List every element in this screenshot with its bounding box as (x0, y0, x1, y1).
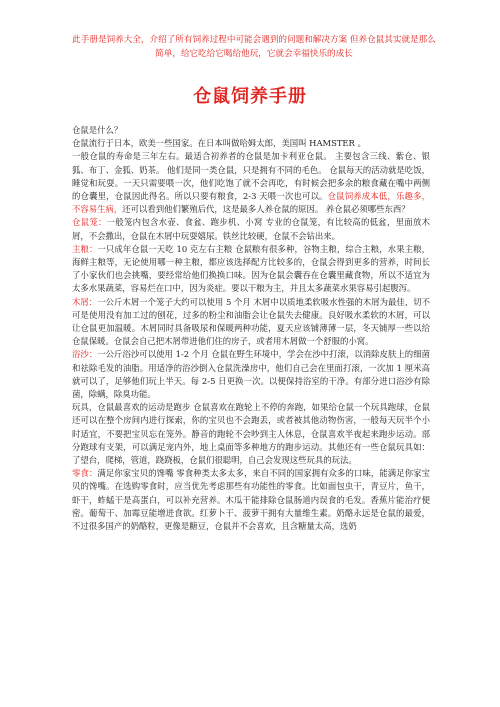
cage-text: 一般笼内包含水壶、食盆、跑步机、小窝 专业的仓鼠笼，有比较高的低盆，里面放木屑，不会撒出，仓鼠在木屑中玩耍嬉尿。铁丝比较硬，仓鼠不会钻出来。 (72, 217, 430, 241)
paragraph-lifespan-text: 一般仓鼠的寿命是三年左右。最适合初养者的仓鼠是加卡利亚仓鼠。 主要包含三线、紫仓、银狐、布丁、金狐、奶茶。 他们是同一类仓鼠，只是拥有不同的毛色。 仓鼠每天的活动就是吃饭，睡觉和玩耍。一天只需要喂一次，他们吃饱了就不会再吃，有时候会把多余的粮食藏在嘴中两侧的仓囊里，仓鼠因此得名。所以只要有粮食，2-3 天喂一次也可以。 (72, 151, 430, 202)
label-wood-shavings: 木屑： (72, 296, 98, 307)
document-body (72, 124, 430, 533)
highlight-benefits: 仓鼠饲养成本低，乐趣多，不容易生病， (72, 191, 430, 215)
paragraph-origin: 仓鼠流行于日本，欧美一些国家。在日本叫做哈姆太郎，美国叫 HAMSTER 。 (72, 138, 366, 149)
paragraph-toys: 玩具，仓鼠最喜欢的运动是跑步 仓鼠喜欢在跑轮上不停的奔跑，如果给仓鼠一个玩具跑球，仓鼠还可以在整个房间内进行探索，你的宝贝也不会跑丢，或者被其他动物伤害，一般每天玩半个小时适宜，不要把宝贝忘在笼外。静音的跑轮不会吵到主人休息，仓鼠喜欢半夜起来跑步运动。部分跑球有支架，可以满足宠内外，地上桌面等多种地方的跑步运动。其他还有一些仓鼠玩具如：了望台，爬梯，管道，跷跷板，仓鼠们很聪明，自己会发现这些玩具的玩法。 (72, 402, 430, 466)
label-cage: 仓鼠笼： (72, 217, 107, 228)
paragraph-cage (72, 216, 430, 242)
paragraph-lifespan-tail: 还可以看到他们繁殖后代，这是最多人养仓鼠的原因。 养仓鼠必须哪些东西？ (122, 204, 410, 215)
label-staple-food: 主粮： (72, 243, 98, 254)
paragraph-bath-sand (72, 348, 430, 401)
paragraph-staple-food (72, 243, 430, 296)
label-bath-sand: 浴沙： (72, 349, 98, 360)
question-what-is-hamster: 仓鼠是什么？ (72, 125, 123, 135)
snacks-text: 满足你家宝贝的馋嘴 零食种类太多太多，来自不同的国家拥有众多的口味，能满足你家宝贝的馋嘴。在选购零食时，应当优先考虑那些有功能性的零食。比如面包虫干，青豆片，鱼干，虾干，蚱蜢干是高蛋白，可以补充营养。木瓜干能排除仓鼠肠道内误食的毛发。香蕉片能治疗便密。葡萄干、加霉豆能增进食欲。红萝卜干、菠萝干拥有大量维生素。奶酪永远是仓鼠的最爱，不过很多国产的奶酪粒，更像是糖豆，仓鼠并不会喜欢，且含糖量太高，选奶 (72, 468, 430, 532)
label-snacks: 零食： (72, 468, 98, 479)
bath-sand-text: 一公斤浴沙可以使用 1-2 个月 仓鼠在野生环境中，学会在沙中打滚，以消除皮肤上的细菌和祛除毛发的油脂。用适净的浴沙倒入仓鼠洗澡房中，他们自己会在里面打滚，一次加 1 厘米高就可以了，足够他们玩上半天。每 2-5 日更换一次。以便保持浴室的干净。有部分进口浴沙有除菌，除螨，除臭功能。 (72, 349, 430, 400)
paragraph-snacks (72, 467, 430, 533)
paragraph-wood-shavings (72, 296, 430, 349)
paragraph-lifespan (72, 150, 430, 216)
staple-food-text: 一只成年仓鼠一天吃 10 克左右主粮 仓鼠粮有很多种，谷物主粮，综合主粮，水果主粮，海鲜主粮等，无论使用哪一种主粮，都应该选择配方比较多的，仓鼠会得到更多的营养，时间长了小家伙们也会挑嘴，要经常给他们换换口味。因为仓鼠会囊吞在仓囊里藏食物，所以不适宜为太多水果蔬菜，容易烂在口中，因为炎症。要以干粮为主，并且太多蔬菜水果容易引起腹泻。 (72, 243, 431, 294)
wood-shavings-text: 一公斤木屑一个笼子大约可以使用 5 个月 木屑中以质地柔软吸水性强的木屑为最佳，切不可是使用没有加工过的刨花，过多的粉尘和油脂会让仓鼠失去健康。良好吸水柔软的木屑，可以让仓鼠更加温暖。木屑同时具备吸尿和保暖两种功能，夏天应该铺薄薄一层，冬天铺厚一些以给仓鼠保暖。仓鼠会自己把木屑带进他们住的房子，或者用木屑做一个舒服的小窝。 (72, 296, 431, 347)
intro-text: 此手册是饲养大全，介绍了所有饲养过程中可能会遇到的问题和解决方案 但养仓鼠其实就是那么简单，给它吃给它喝给他玩，它就会幸福快乐的成长 (72, 35, 436, 59)
page-title: 仓鼠饲养手册 (193, 86, 307, 107)
